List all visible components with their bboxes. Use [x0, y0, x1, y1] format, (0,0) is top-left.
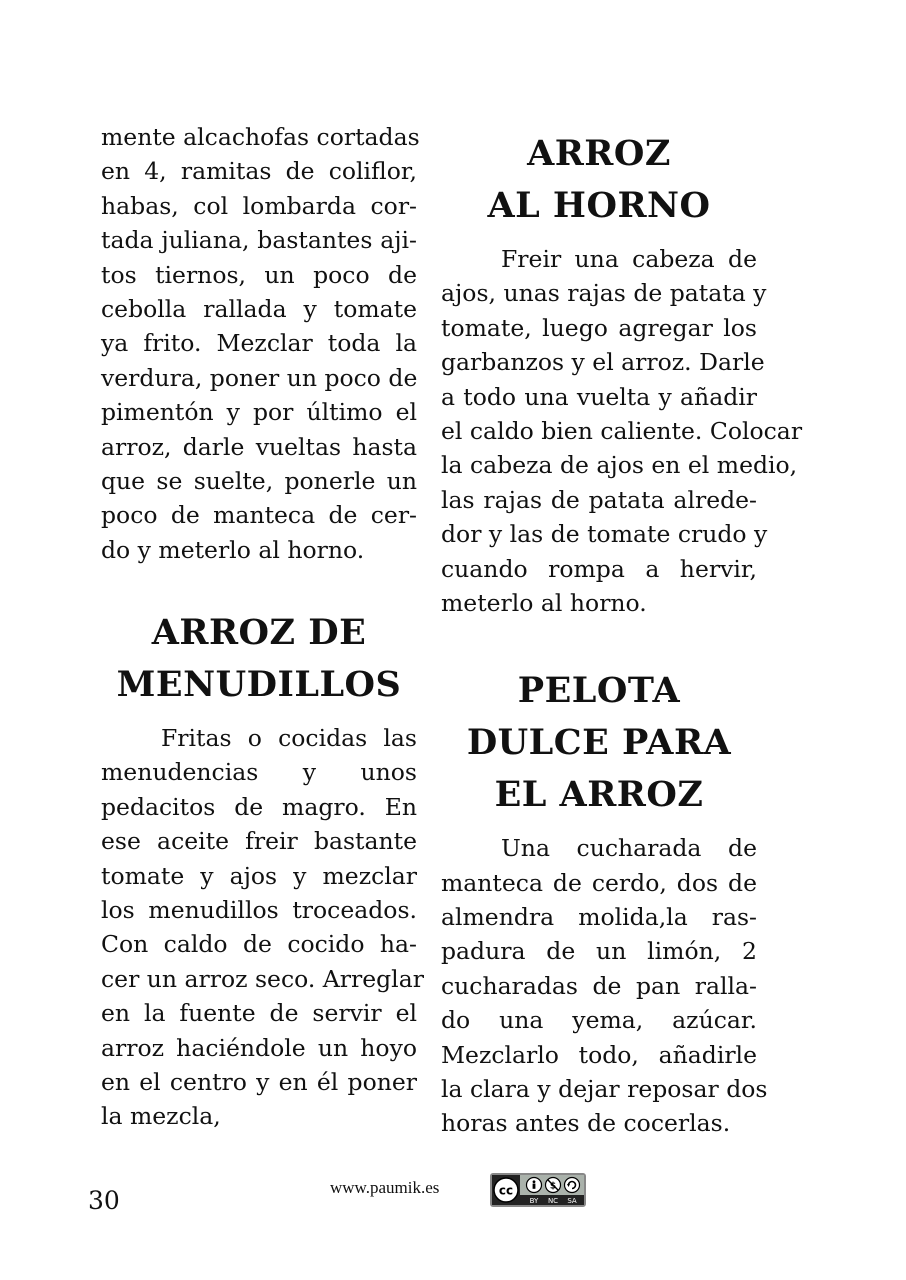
text-line: do y meterlo al horno. [101, 535, 365, 564]
text-line: ajos, unas rajas de patata y [441, 279, 767, 308]
license-label-sa: SA [567, 1197, 577, 1205]
text-line: tos tiernos, un poco de [101, 260, 417, 289]
text-line: ese aceite freir bastante [101, 827, 417, 856]
text-line: en 4, ramitas de coliflor, [101, 157, 417, 186]
text-line: meterlo al horno. [441, 588, 647, 617]
text-line: cer un arroz seco. Arreglar [101, 964, 424, 993]
text-line: almendra molida,la ras- [441, 903, 757, 932]
recipe-title-arroz-de-menudillos [101, 607, 417, 711]
text-line: do una yema, azúcar. [441, 1006, 757, 1035]
right-column [441, 128, 803, 1141]
text-line: Con caldo de cocido ha- [101, 930, 417, 959]
recipe-title-line: ARROZ [527, 133, 671, 174]
recipe-body-pelota-dulce [441, 831, 768, 1141]
text-line: garbanzos y el arroz. Darle [441, 348, 765, 377]
recipe-title-line: AL HORNO [487, 185, 711, 226]
text-line: Mezclarlo todo, añadirle [441, 1040, 757, 1069]
text-line: manteca de cerdo, dos de [441, 868, 757, 897]
text-line: la clara y dejar reposar dos [441, 1075, 768, 1104]
creative-commons-by-nc-sa-icon[interactable] [490, 1173, 586, 1207]
svg-text:cc: cc [498, 1183, 514, 1198]
text-line: Freir una cabeza de [501, 245, 757, 273]
text-line: las rajas de patata alrede- [441, 485, 757, 514]
text-line: menudencias y unos [101, 758, 417, 787]
text-line: habas, col lombarda cor- [101, 191, 417, 220]
text-line: padura de un limón, 2 [441, 937, 757, 966]
text-line: arroz, darle vueltas hasta [101, 432, 417, 461]
text-line: la cabeza de ajos en el medio, [441, 451, 798, 480]
recipe-body-arroz-al-horno [441, 242, 803, 620]
text-line: mente alcachofas cortadas [101, 123, 420, 151]
recipe-title-arroz-al-horno [441, 128, 757, 232]
text-line: cuando rompa a hervir, [441, 554, 757, 583]
intro-paragraph [101, 120, 420, 567]
text-line: la mezcla, [101, 1102, 221, 1131]
license-badge-graphic [492, 1175, 584, 1205]
recipe-title-line: DULCE PARA [466, 722, 732, 764]
page-number: 30 [88, 1186, 120, 1215]
text-line: dor y las de tomate crudo y [441, 520, 768, 549]
text-line: horas antes de cocerlas. [441, 1109, 731, 1138]
text-line: tomate, luego agregar los [441, 313, 757, 342]
text-line: tomate y ajos y mezclar [101, 861, 417, 890]
text-line: pimentón y por último el [101, 398, 417, 427]
recipe-title-line: EL ARROZ [494, 774, 704, 816]
text-line: ya frito. Mezclar toda la [101, 329, 417, 358]
text-line: que se suelte, ponerle un [101, 466, 417, 495]
recipe-title-line: MENUDILLOS [116, 664, 402, 706]
text-line: a todo una vuelta y añadir [441, 382, 757, 411]
text-line: pedacitos de magro. En [101, 792, 417, 821]
left-column [101, 120, 424, 1134]
text-line: cebolla rallada y tomate [101, 294, 417, 323]
recipe-title-line: PELOTA [517, 670, 681, 712]
text-line: en la fuente de servir el [101, 999, 417, 1028]
text-line: arroz haciéndole un hoyo [101, 1033, 417, 1062]
recipe-title-line: ARROZ DE [151, 612, 367, 654]
recipe-title-pelota-dulce [441, 665, 757, 821]
text-line: en el centro y en él poner [101, 1067, 417, 1096]
text-line: poco de manteca de cer- [101, 501, 417, 530]
recipe-body-arroz-de-menudillos [101, 721, 424, 1134]
text-line: tada juliana, bastantes aji- [101, 226, 417, 255]
text-line: los menudillos troceados. [101, 896, 417, 925]
license-label-by: BY [529, 1197, 539, 1205]
text-line: el caldo bien caliente. Colocar [441, 416, 803, 445]
website-link[interactable]: www.paumik.es [330, 1178, 440, 1197]
svg-text:$: $ [549, 1181, 557, 1192]
text-line: cucharadas de pan ralla- [441, 971, 757, 1000]
license-label-nc: NC [547, 1197, 559, 1205]
text-line: Fritas o cocidas las [161, 724, 417, 753]
text-line: verdura, poner un poco de [101, 363, 418, 392]
text-line: Una cucharada de [501, 834, 757, 863]
